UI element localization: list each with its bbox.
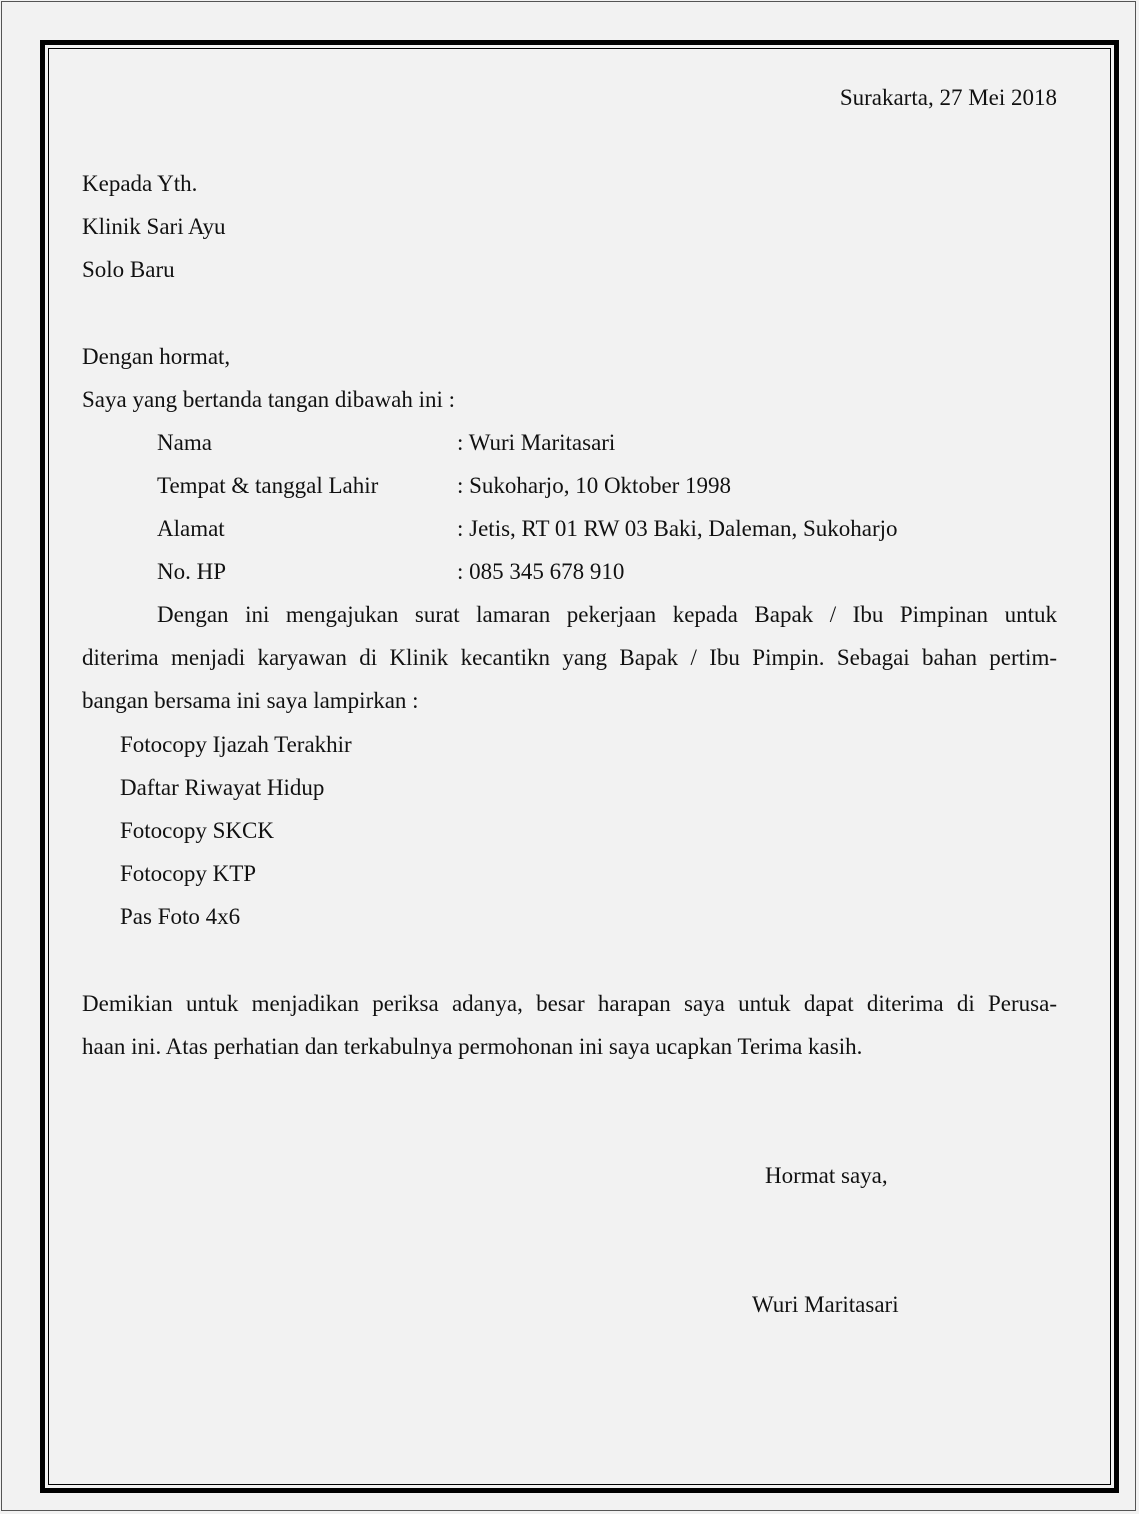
body-line: Dengan ini mengajukan surat lamaran pekerjaan kepada Bapak / Ibu Pimpinan untuk xyxy=(157,602,1057,627)
body-paragraph xyxy=(82,593,1057,722)
detail-value: : Jetis, RT 01 RW 03 Baki, Daleman, Sukoharjo xyxy=(457,516,898,541)
signoff: Hormat saya, xyxy=(765,1163,888,1188)
attachment-item: Fotocopy SKCK xyxy=(120,818,274,843)
detail-value: : Sukoharjo, 10 Oktober 1998 xyxy=(457,473,732,498)
signer-name: Wuri Maritasari xyxy=(752,1292,899,1317)
detail-label: No. HP xyxy=(157,559,227,584)
recipient-name: Klinik Sari Ayu xyxy=(82,214,226,239)
closing-line: haan ini. Atas perhatian dan terkabulnya permohonan ini saya ucapkan Terima kasih. xyxy=(82,1034,863,1059)
greeting: Dengan hormat, xyxy=(82,344,231,369)
detail-value: : Wuri Maritasari xyxy=(457,430,616,455)
detail-label: Tempat & tanggal Lahir xyxy=(157,473,379,498)
attachment-item: Fotocopy Ijazah Terakhir xyxy=(120,732,352,757)
attachment-item: Pas Foto 4x6 xyxy=(120,904,241,929)
body-line: diterima menjadi karyawan di Klinik kecantikn yang Bapak / Ibu Pimpin. Sebagai bahan pertim- xyxy=(82,645,1057,670)
attachment-item: Daftar Riwayat Hidup xyxy=(120,775,325,800)
attachment-item: Fotocopy KTP xyxy=(120,861,257,886)
detail-label: Alamat xyxy=(157,516,225,541)
detail-value: : 085 345 678 910 xyxy=(457,559,625,584)
recipient-salutation: Kepada Yth. xyxy=(82,171,198,196)
intro-line: Saya yang bertanda tangan dibawah ini : xyxy=(82,387,455,412)
closing-paragraph xyxy=(82,982,1057,1068)
closing-line: Demikian untuk menjadikan periksa adanya, besar harapan saya untuk dapat diterima di Perusa- xyxy=(82,991,1057,1016)
body-line: bangan bersama ini saya lampirkan : xyxy=(82,688,419,713)
recipient-address: Solo Baru xyxy=(82,257,175,282)
detail-label: Nama xyxy=(157,430,212,455)
place-date: Surakarta, 27 Mei 2018 xyxy=(839,85,1057,110)
